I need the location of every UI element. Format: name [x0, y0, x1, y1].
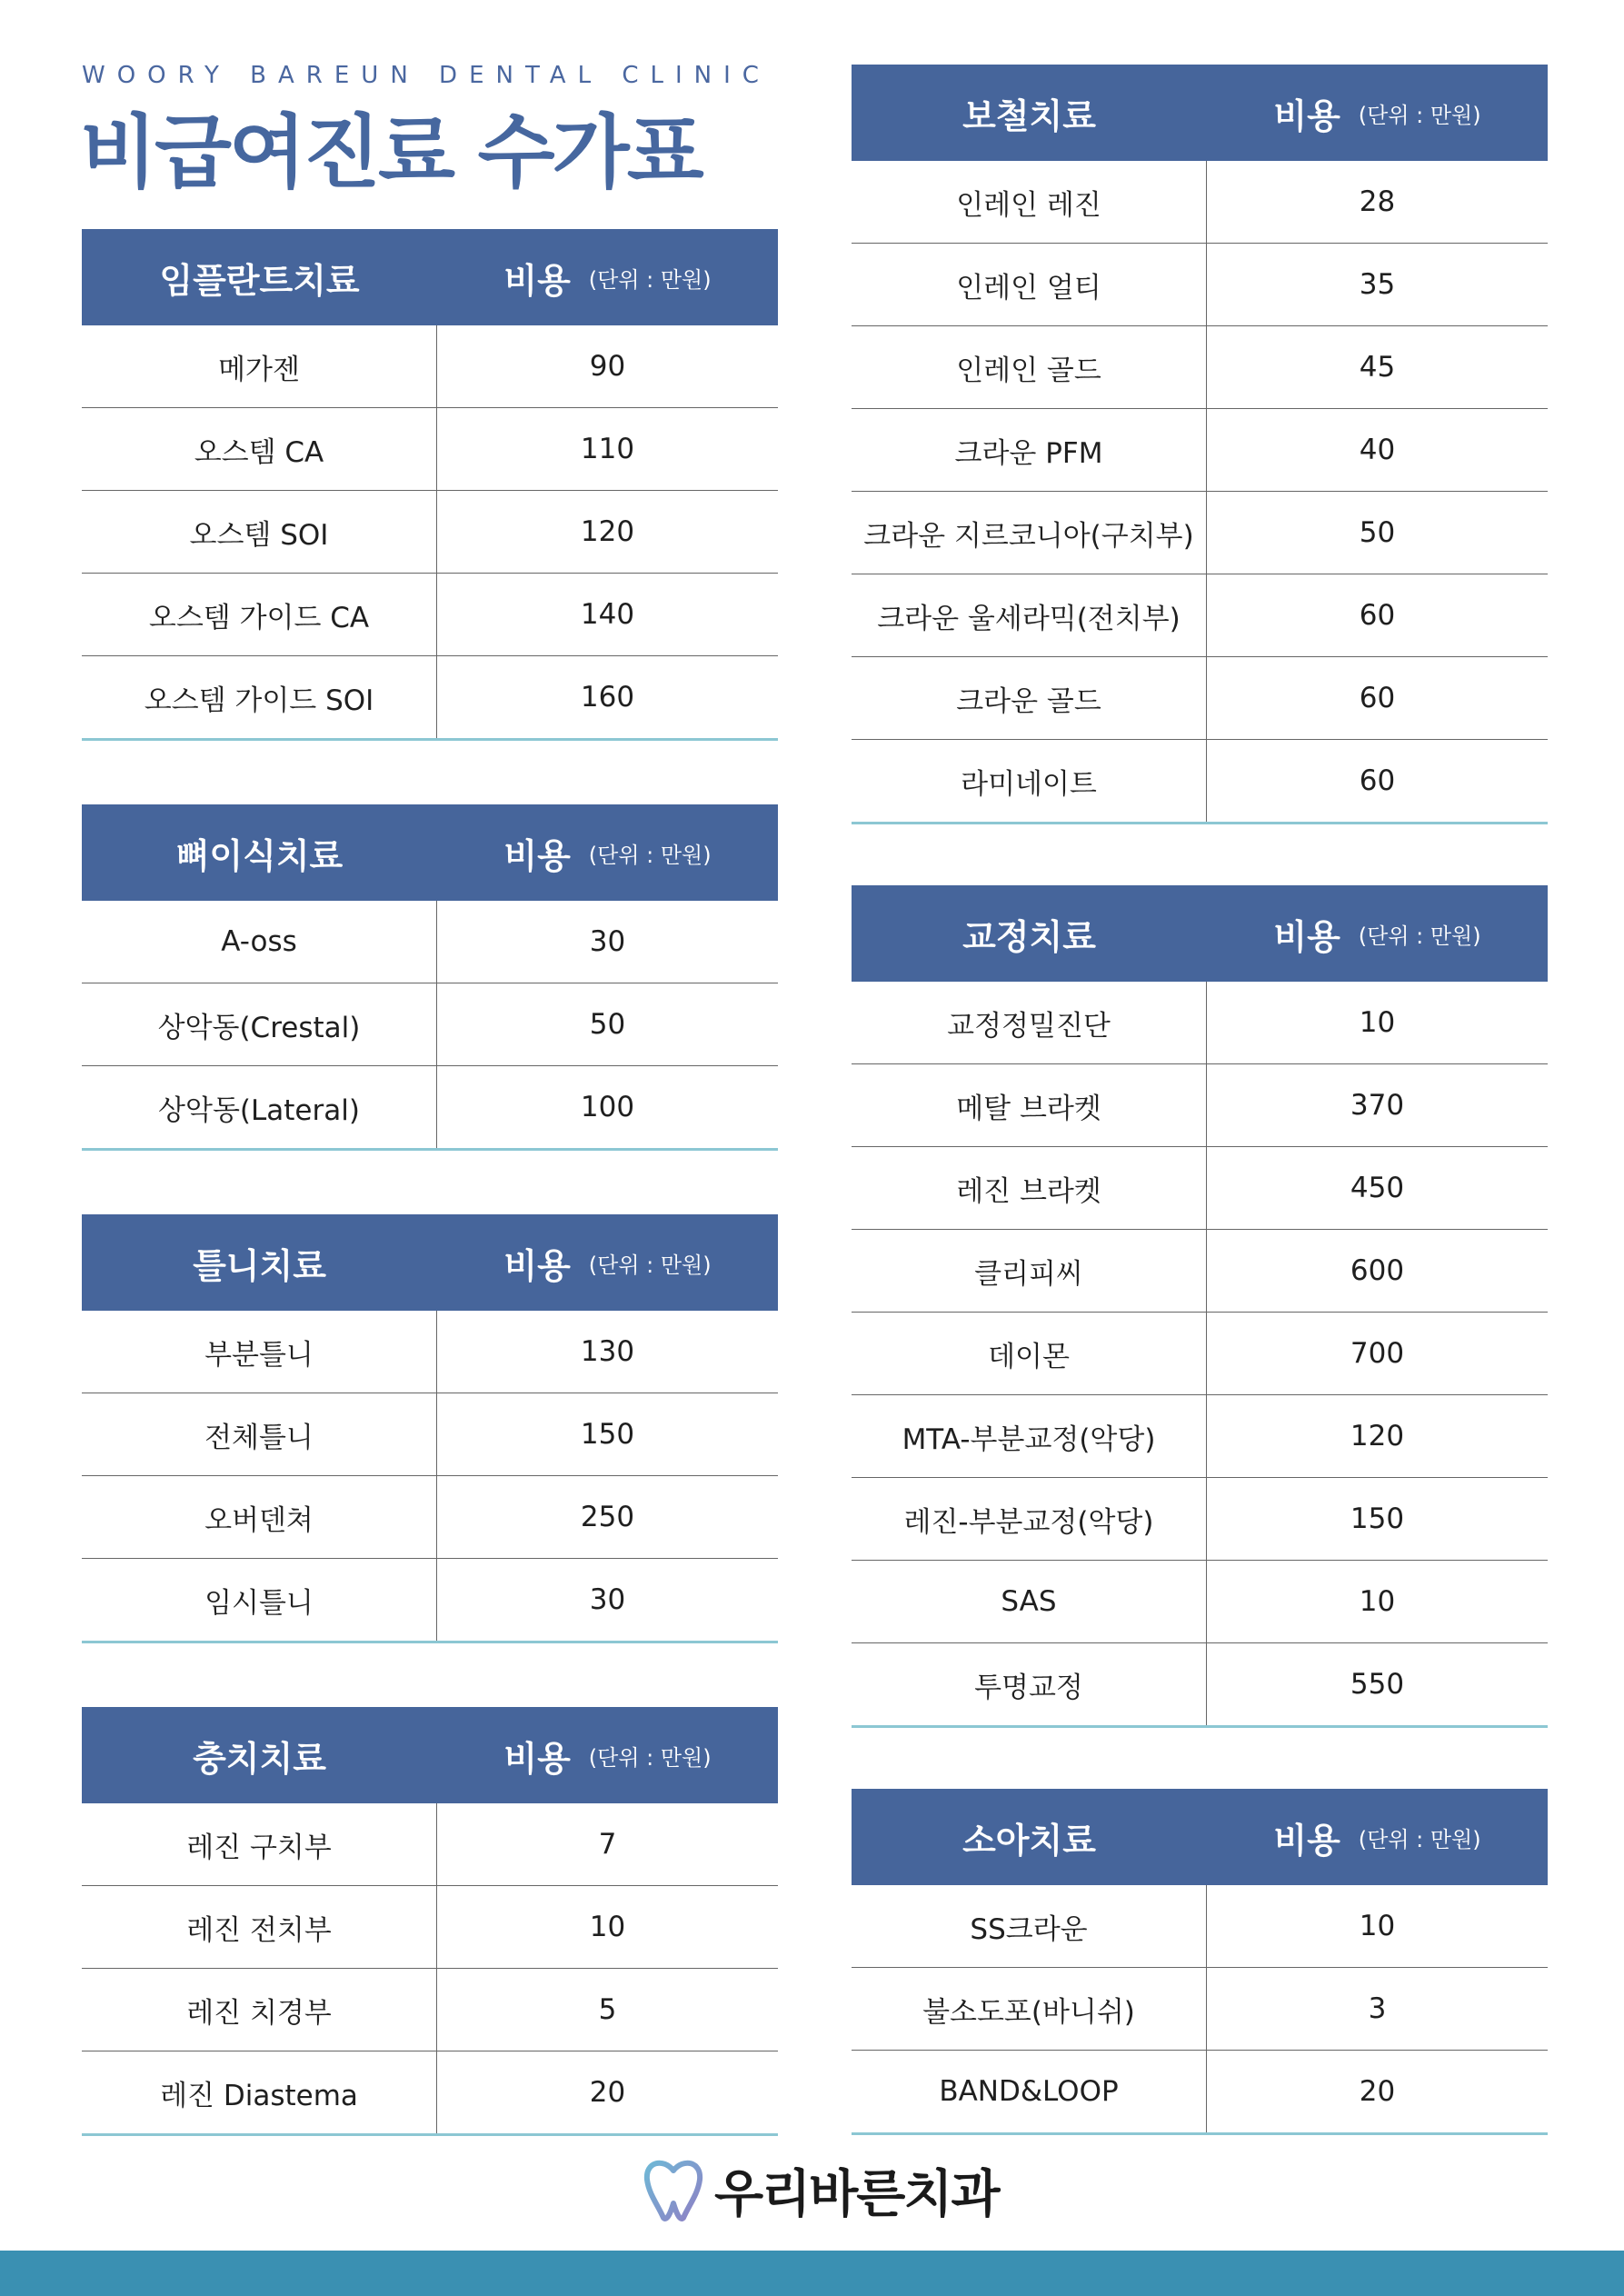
table-row [852, 574, 1548, 657]
treatment-name: 부분틀니 [82, 1311, 437, 1393]
table-implant [82, 229, 778, 741]
cost-label: 비용 [1273, 95, 1340, 136]
unit-label: (단위 : 만원) [588, 1744, 712, 1771]
table-row [82, 325, 778, 408]
treatment-cost: 20 [589, 2076, 626, 2109]
table-header [852, 885, 1548, 982]
treatment-name: 메탈 브라켓 [852, 1064, 1207, 1146]
table-row [82, 2051, 778, 2136]
treatment-name: 크라운 PFM [852, 409, 1207, 491]
treatment-name: A-oss [82, 901, 437, 983]
treatment-cost: 35 [1359, 268, 1396, 301]
treatment-cost: 160 [580, 681, 635, 714]
unit-label: (단위 : 만원) [588, 266, 712, 293]
treatment-cost: 10 [589, 1911, 626, 1943]
treatment-cost: 5 [598, 1993, 617, 2026]
treatment-cost: 370 [1350, 1089, 1405, 1122]
treatment-cost: 450 [1350, 1172, 1405, 1204]
table-row [852, 1885, 1548, 1968]
treatment-name: 크라운 울세라믹(전치부) [852, 574, 1207, 656]
table-row [852, 492, 1548, 574]
cost-label: 비용 [1273, 916, 1340, 957]
treatment-cost: 700 [1350, 1337, 1405, 1370]
table-row [82, 1476, 778, 1559]
treatment-name: 전체틀니 [82, 1393, 437, 1475]
treatment-cost: 250 [580, 1501, 635, 1533]
table-row [82, 983, 778, 1066]
treatment-cost: 600 [1350, 1254, 1405, 1287]
treatment-name: SS크라운 [852, 1885, 1207, 1967]
table-row [82, 656, 778, 741]
unit-label: (단위 : 만원) [1358, 923, 1481, 949]
category-title: 보철치료 [962, 95, 1096, 136]
table-header [82, 229, 778, 325]
table-bonegraft [82, 804, 778, 1151]
cost-header [437, 1238, 778, 1288]
cost-header [437, 1731, 778, 1781]
treatment-cost: 10 [1359, 1910, 1396, 1942]
unit-label: (단위 : 만원) [588, 1252, 712, 1278]
cost-header [1207, 1812, 1548, 1862]
treatment-cost: 150 [580, 1418, 635, 1451]
treatment-cost: 30 [589, 1583, 626, 1616]
cost-label: 비용 [503, 835, 571, 876]
treatment-cost: 30 [589, 925, 626, 958]
table-row [82, 1886, 778, 1969]
treatment-name: 오스템 CA [82, 408, 437, 490]
table-row [82, 1311, 778, 1393]
treatment-name: SAS [852, 1561, 1207, 1642]
table-denture [82, 1214, 778, 1643]
treatment-name: 오스템 가이드 CA [82, 574, 437, 655]
cost-label: 비용 [1273, 1820, 1340, 1861]
table-row [852, 657, 1548, 740]
treatment-name: 레진 구치부 [82, 1803, 437, 1885]
treatment-name: 라미네이트 [852, 740, 1207, 822]
treatment-cost: 45 [1359, 351, 1396, 384]
treatment-name: 인레인 레진 [852, 161, 1207, 243]
cost-header [1207, 88, 1548, 138]
category-title: 뼈이식치료 [175, 835, 344, 876]
treatment-name: 데이몬 [852, 1313, 1207, 1394]
table-row [852, 1395, 1548, 1478]
treatment-name: 투명교정 [852, 1643, 1207, 1725]
treatment-name: 오스템 SOI [82, 491, 437, 573]
page-title: 비급여진료 수가표 [80, 105, 702, 199]
treatment-cost: 60 [1359, 599, 1396, 632]
treatment-name: 불소도포(바니쉬) [852, 1968, 1207, 2050]
cost-header [437, 828, 778, 878]
table-row [852, 161, 1548, 244]
table-header [82, 1707, 778, 1803]
cost-header [1207, 909, 1548, 959]
table-row [852, 1643, 1548, 1728]
table-row [82, 574, 778, 656]
tooth-heart-icon [642, 2158, 705, 2223]
table-header [852, 1789, 1548, 1885]
table-row [852, 409, 1548, 492]
treatment-name: 임시틀니 [82, 1559, 437, 1641]
treatment-cost: 28 [1359, 185, 1396, 218]
footer-bar [0, 2251, 1624, 2296]
table-row [852, 326, 1548, 409]
treatment-name: 인레인 얼티 [852, 244, 1207, 325]
table-row [852, 1968, 1548, 2051]
treatment-cost: 3 [1368, 1992, 1387, 2025]
table-row [82, 491, 778, 574]
unit-label: (단위 : 만원) [1358, 1826, 1481, 1852]
treatment-name: 레진 브라켓 [852, 1147, 1207, 1229]
table-row [852, 2051, 1548, 2135]
table-row [852, 1313, 1548, 1395]
treatment-name: 교정정밀진단 [852, 982, 1207, 1063]
cost-header [437, 253, 778, 303]
treatment-cost: 100 [580, 1091, 635, 1123]
cost-label: 비용 [503, 1245, 571, 1286]
table-header [82, 1214, 778, 1311]
treatment-cost: 50 [589, 1008, 626, 1041]
treatment-cost: 140 [580, 598, 635, 631]
treatment-cost: 110 [580, 433, 635, 465]
unit-label: (단위 : 만원) [588, 842, 712, 868]
table-row [82, 1803, 778, 1886]
treatment-name: 레진-부분교정(악당) [852, 1478, 1207, 1560]
table-prosthetic [852, 65, 1548, 824]
treatment-cost: 150 [1350, 1502, 1405, 1535]
table-row [82, 408, 778, 491]
cost-label: 비용 [503, 1738, 571, 1779]
table-pediatric [852, 1789, 1548, 2135]
table-row [82, 1066, 778, 1151]
clinic-logo-text: 우리바른치과 [714, 2165, 999, 2224]
table-row [852, 1230, 1548, 1313]
treatment-cost: 7 [598, 1828, 617, 1861]
treatment-name: 레진 치경부 [82, 1969, 437, 2051]
treatment-name: 클리피씨 [852, 1230, 1207, 1312]
treatment-name: BAND&LOOP [852, 2051, 1207, 2132]
table-row [852, 1561, 1548, 1643]
clinic-english-name: WOORY BAREUN DENTAL CLINIC [82, 62, 771, 89]
treatment-cost: 40 [1359, 434, 1396, 466]
treatment-name: 오스템 가이드 SOI [82, 656, 437, 738]
table-row [852, 1147, 1548, 1230]
treatment-cost: 50 [1359, 516, 1396, 549]
category-title: 충치치료 [193, 1738, 326, 1779]
treatment-cost: 90 [589, 350, 626, 383]
table-row [82, 1393, 778, 1476]
treatment-name: MTA-부분교정(악당) [852, 1395, 1207, 1477]
category-title: 교정치료 [962, 916, 1096, 957]
treatment-name: 오버덴쳐 [82, 1476, 437, 1558]
cost-label: 비용 [503, 260, 571, 301]
table-row [852, 1064, 1548, 1147]
table-row [852, 740, 1548, 824]
treatment-cost: 10 [1359, 1585, 1396, 1618]
table-row [852, 244, 1548, 326]
treatment-cost: 60 [1359, 764, 1396, 797]
category-title: 틀니치료 [193, 1245, 326, 1286]
treatment-name: 레진 전치부 [82, 1886, 437, 1968]
category-title: 임플란트치료 [159, 260, 360, 301]
treatment-name: 인레인 골드 [852, 326, 1207, 408]
table-row [852, 1478, 1548, 1561]
treatment-name: 상악동(Crestal) [82, 983, 437, 1065]
unit-label: (단위 : 만원) [1358, 102, 1481, 128]
treatment-cost: 10 [1359, 1006, 1396, 1039]
treatment-name: 상악동(Lateral) [82, 1066, 437, 1148]
table-row [852, 982, 1548, 1064]
table-header [852, 65, 1548, 161]
table-cavity [82, 1707, 778, 2136]
table-row [82, 901, 778, 983]
table-ortho [852, 885, 1548, 1728]
treatment-cost: 130 [580, 1335, 635, 1368]
treatment-cost: 550 [1350, 1668, 1405, 1701]
table-header [82, 804, 778, 901]
treatment-name: 크라운 골드 [852, 657, 1207, 739]
treatment-cost: 120 [580, 515, 635, 548]
treatment-name: 크라운 지르코니아(구치부) [852, 492, 1207, 574]
table-row [82, 1559, 778, 1643]
treatment-cost: 20 [1359, 2075, 1396, 2108]
treatment-name: 레진 Diastema [82, 2051, 437, 2133]
category-title: 소아치료 [962, 1820, 1096, 1861]
table-row [82, 1969, 778, 2051]
treatment-name: 메가젠 [82, 325, 437, 407]
treatment-cost: 120 [1350, 1420, 1405, 1452]
treatment-cost: 60 [1359, 682, 1396, 714]
clinic-logo [642, 2154, 999, 2227]
